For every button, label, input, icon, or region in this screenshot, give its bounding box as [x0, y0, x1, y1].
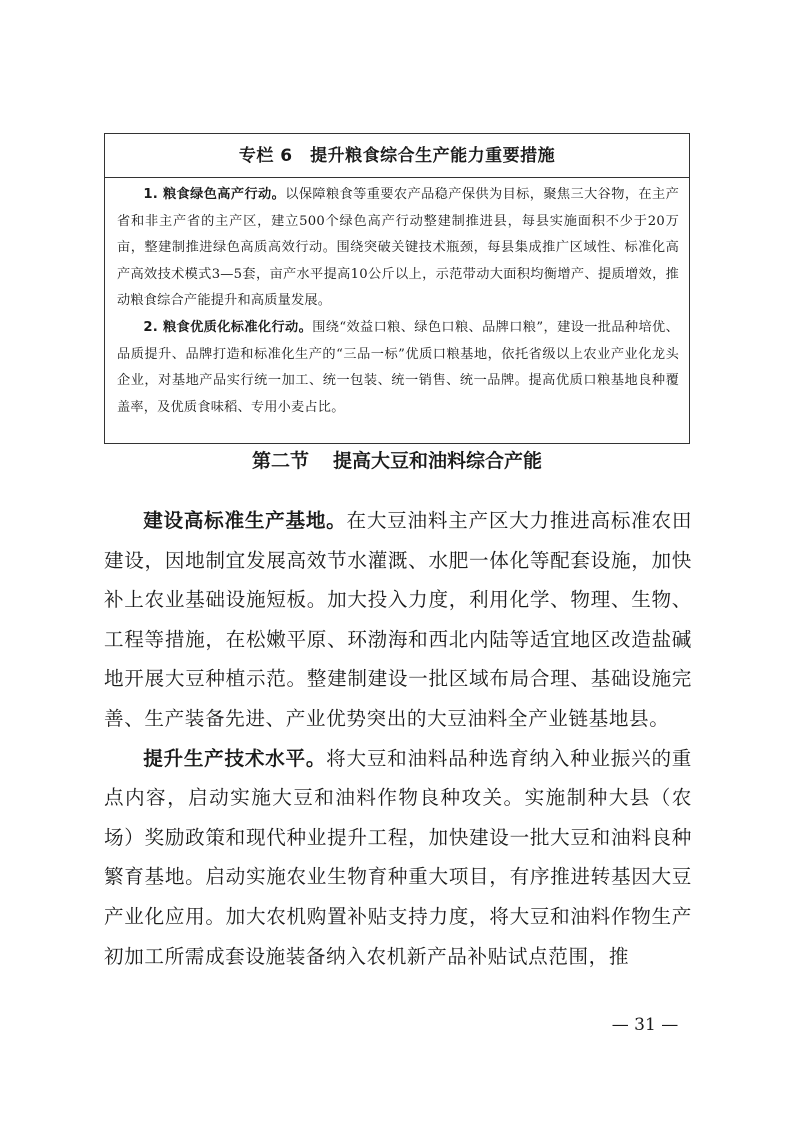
body-paragraph	[104, 739, 692, 977]
paragraph-lead: 提升生产技术水平。	[143, 746, 327, 770]
feature-item	[117, 182, 679, 315]
body-paragraph	[104, 501, 692, 739]
paragraph-text: 将大豆和油料品种选育纳入种业振兴的重点内容，启动实施大豆和油料作物良种攻关。实施制种大县（农场）奖励政策和现代种业提升工程，加快建设一批大豆和油料良种繁育基地。启动实施农业生物育种重大项目，有序推进转基因大豆产业化应用。加大农机购置补贴支持力度，将大豆和油料作物生产初加工所需成套设施装备纳入农机新产品补贴试点范围，推	[104, 746, 692, 968]
paragraph-text: 在大豆油料主产区大力推进高标准农田建设，因地制宜发展高效节水灌溉、水肥一体化等配套设施，加快补上农业基础设施短板。加大投入力度，利用化学、物理、生物、工程等措施，在松嫩平原、环渤海和西北内陆等适宜地区改造盐碱地开展大豆种植示范。整建制建设一批区域布局合理、基础设施完善、生产装备先进、产业优势突出的大豆油料全产业链基地县。	[104, 509, 693, 730]
feature-item-lead: 2. 粮食优质化标准化行动。	[143, 319, 313, 335]
section-number: 第二节	[251, 450, 309, 472]
paragraph-lead: 建设高标准生产基地。	[143, 509, 347, 532]
feature-box	[104, 133, 690, 444]
page-number: — 31 —	[611, 1015, 679, 1035]
feature-box-body	[105, 178, 689, 421]
feature-item-text: 以保障粮食等重要农产品稳产保供为目标，聚焦三大谷物，在主产省和非主产省的主产区，建立500个绿色高产行动整建制推进县，每县实施面积不少于20万亩，整建制推进绿色高质高效行动。围绕突破关键技术瓶颈，每县集成推广区域性、标准化高产高效技术模式3—5套，亩产水平提高10公斤以上，示范带动大面积均衡增产、提质增效，推动粮食综合产能提升和高质量发展。	[117, 187, 679, 309]
main-body	[104, 501, 692, 976]
feature-item	[117, 315, 679, 421]
feature-item-lead: 1. 粮食绿色高产行动。	[143, 187, 286, 202]
feature-box-title: 专栏 6 提升粮食综合生产能力重要措施	[105, 134, 689, 178]
section-title: 提高大豆和油料综合产能	[333, 450, 543, 472]
feature-item-text: 围绕“效益口粮、绿色口粮、品牌口粮”，建设一批品种培优、品质提升、品牌打造和标准化生产的“三品一标”优质口粮基地，依托省级以上农业产业化龙头企业，对基地产品实行统一加工、统一包装、统一销售、统一品牌。提高优质口粮基地良种覆盖率，及优质食味稻、专用小麦占比。	[117, 319, 679, 415]
section-heading	[0, 441, 794, 481]
